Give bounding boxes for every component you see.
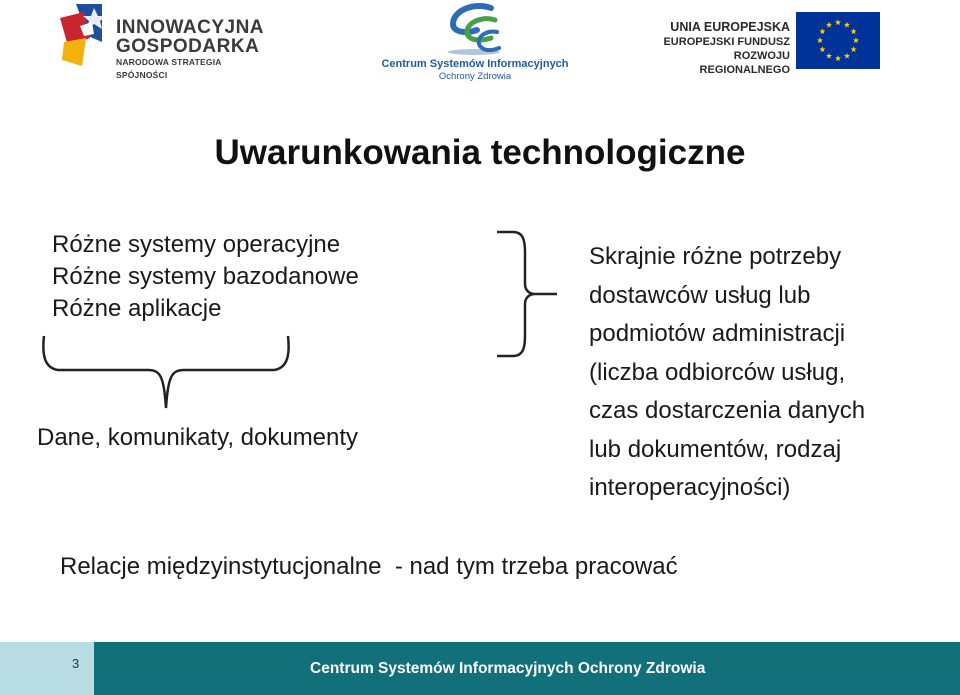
right-brace [495,228,565,360]
left-item-database-systems: Różne systemy bazodanowe [52,263,359,290]
eu-logo-line-3: ROZWOJU REGIONALNEGO [699,50,790,76]
right-line: lub dokumentów, rodzaj [589,435,842,463]
innowacyjna-gospodarka-logo [58,2,273,80]
eu-logo-line-2: EUROPEJSKI FUNDUSZ [663,36,790,48]
left-list [52,229,359,325]
right-line: podmiotów administracji [589,320,846,347]
logo-line-gospodarka: GOSPODARKA [116,36,260,57]
right-line: Skrajnie różne potrzeby [589,243,842,270]
slide-title: Uwarunkowania technologiczne [214,133,746,172]
csioz-logo [375,2,575,82]
right-line: (liczba odbiorców usług, [589,358,846,386]
right-text-block [589,238,865,508]
csioz-logo-subtitle: Ochrony Zdrowia [438,71,512,82]
footer-org-name: Centrum Systemów Informacyjnych Ochrony Zdrowia [310,660,706,677]
logo-line-nss: NARODOWA STRATEGIA SPÓJNOŚCI [116,57,222,80]
right-line: interoperacyjności) [589,474,791,501]
eu-logo [648,12,888,76]
logo-line-innowacyjna: INNOWACYJNA [116,17,265,38]
under-brace [38,334,298,414]
slide-number: 3 [72,656,80,671]
left-item-applications: Różne aplikacje [52,295,222,322]
bottom-statement: Relacje międzyinstytucjonalne - nad tym trzeba pracować [60,553,678,580]
left-item-operating-systems: Różne systemy operacyjne [52,231,341,258]
innowacyjna-gospodarka-emblem-icon [58,2,108,68]
eu-flag-icon [796,12,880,69]
left-result: Dane, komunikaty, dokumenty [37,424,359,451]
slide-number-box [0,642,94,695]
footer-bar [94,642,960,695]
csioz-logo-name: Centrum Systemów Informacyjnych [381,58,569,70]
csioz-swirl-icon [443,2,505,56]
right-line: czas dostarczenia danych [589,397,866,424]
right-line: dostawców usług lub [589,281,811,309]
eu-logo-line-1: UNIA EUROPEJSKA [670,20,790,34]
